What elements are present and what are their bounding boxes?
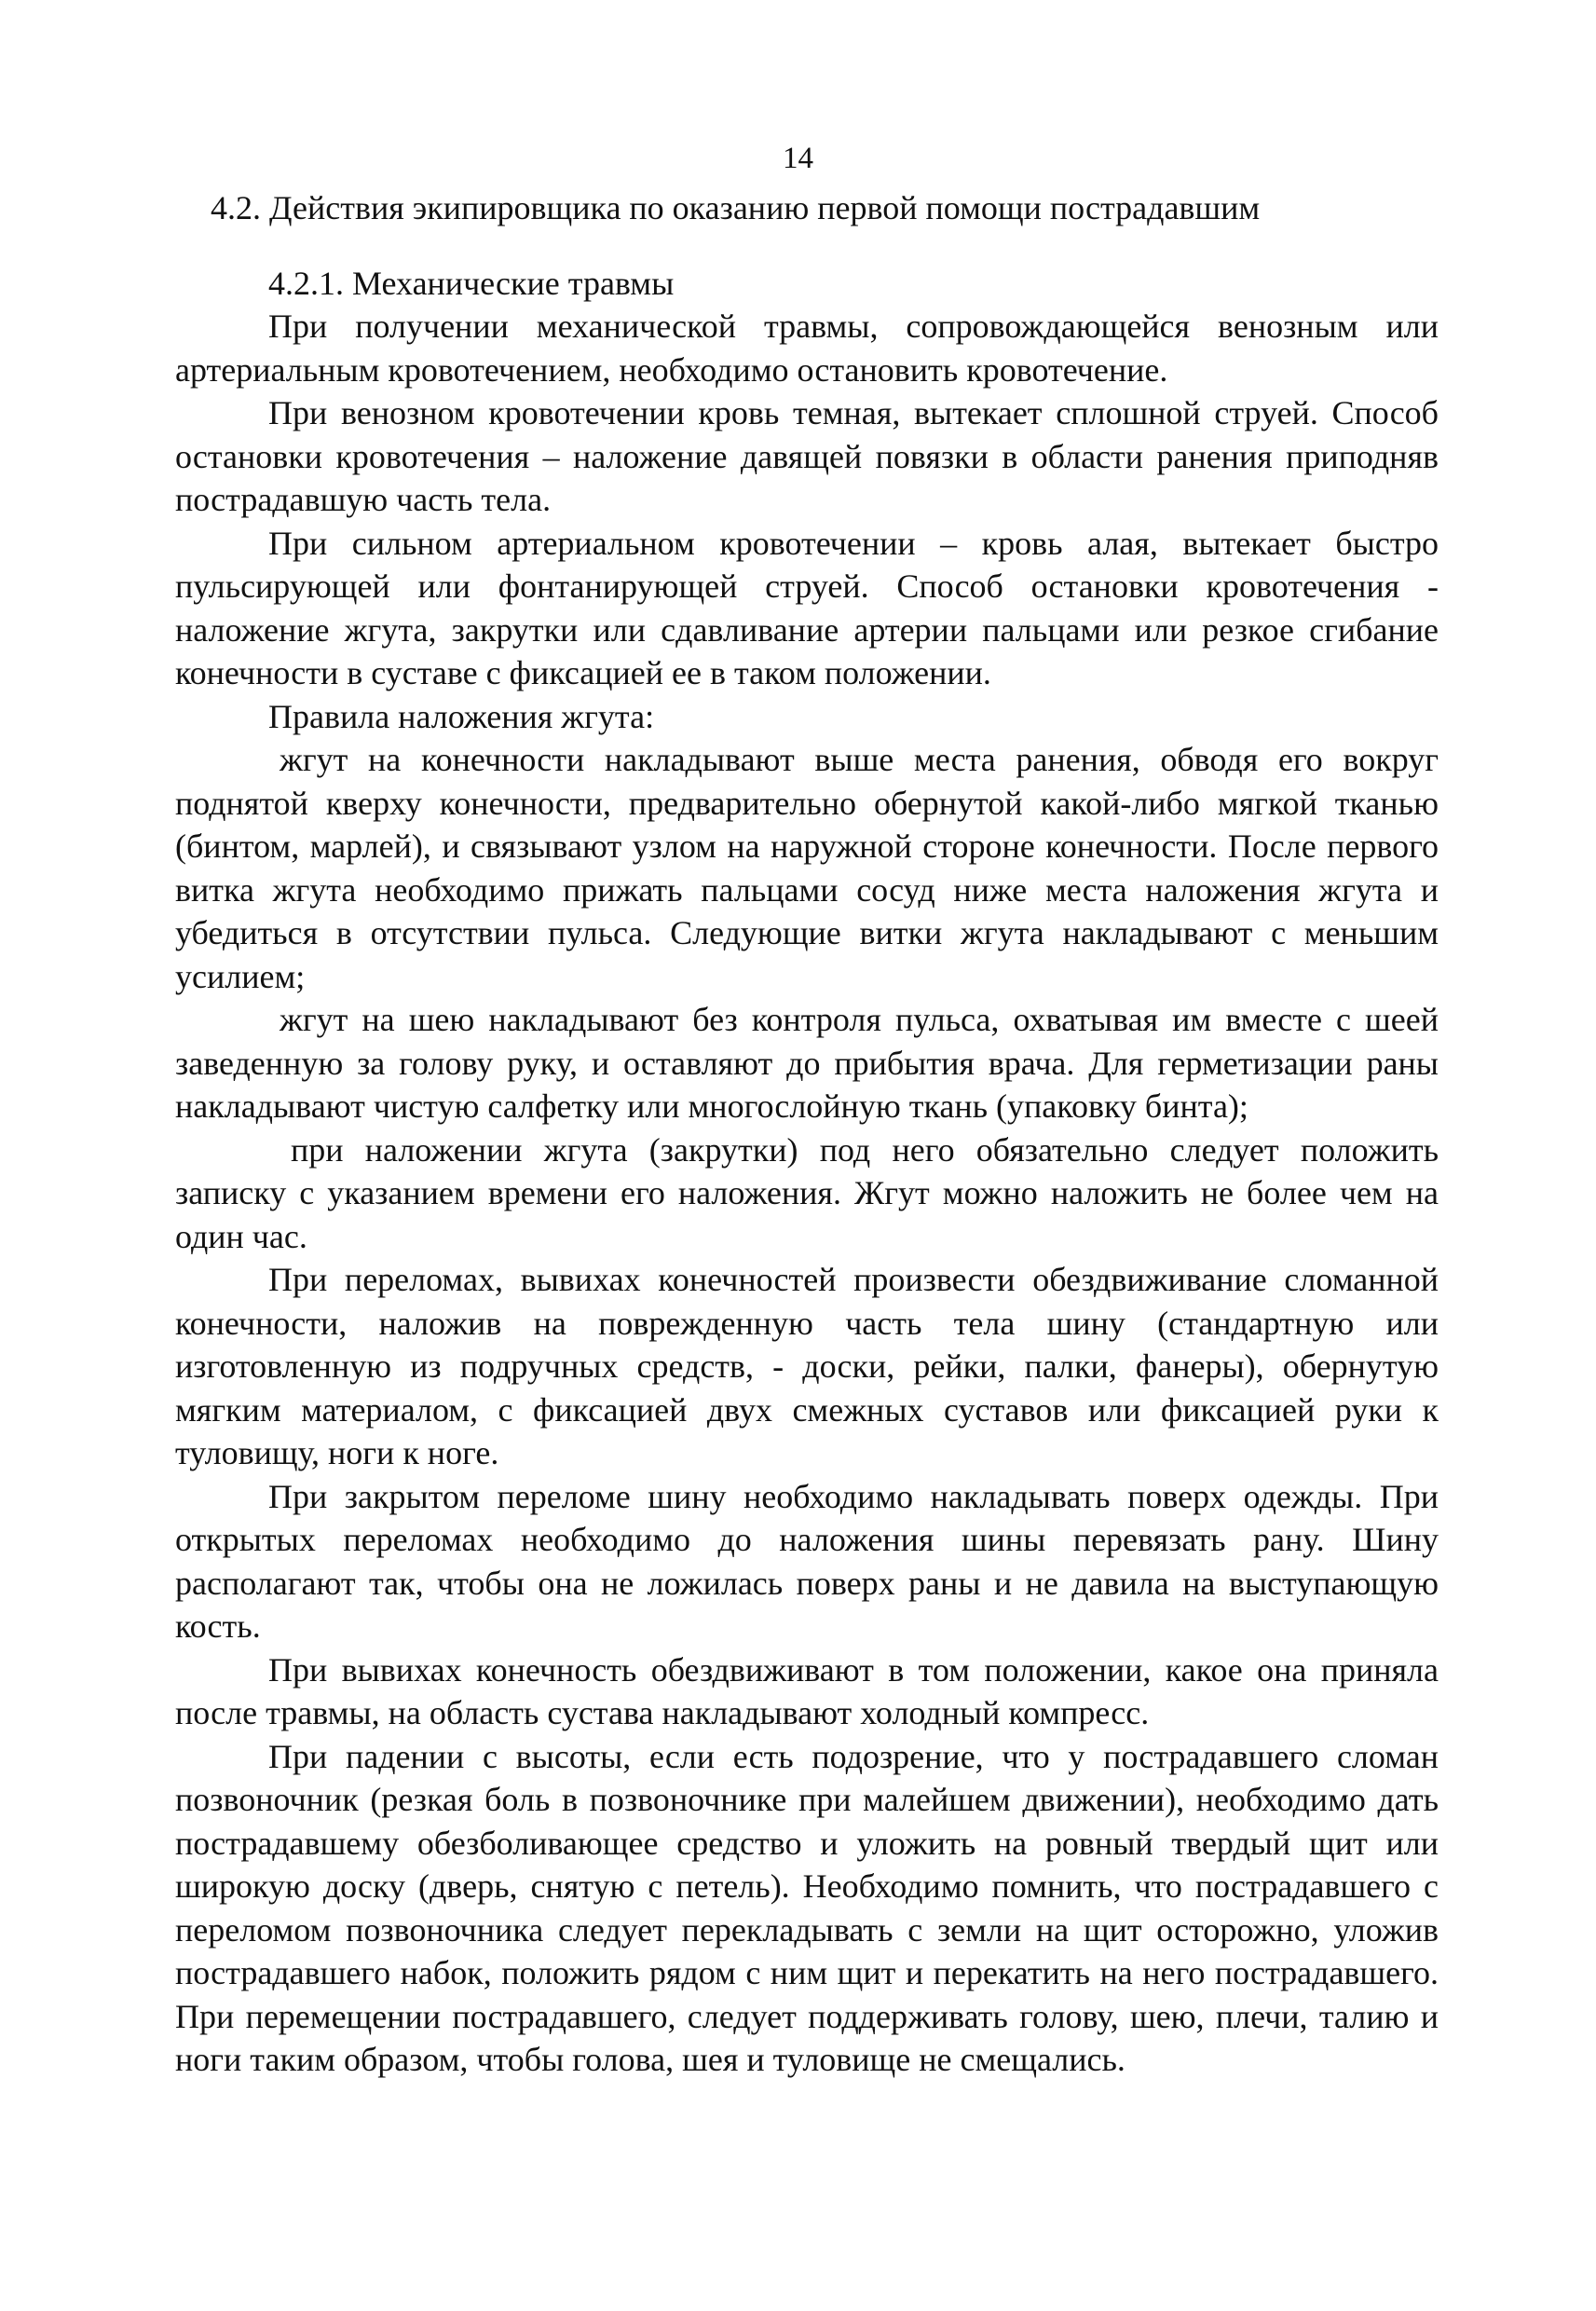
paragraph-tourniquet-limb: жгут на конечности накладывают выше места ранения, обводя его вокруг поднятой кверху конечности, предварительно обернутой какой-либо мягкой тканью (бинтом, марлей), и связывают узлом на наружной стороне конечности. После первого витка жгута необходимо прижать пальцами сосуд ниже места наложения жгута и убедиться в отсутствии пульса. Следующие витки жгута накладывают с меньшим усилием; bbox=[175, 741, 1439, 995]
paragraph-tourniquet-note: при наложении жгута (закрутки) под него обязательно следует положить записку с указанием времени его наложения. Жгут можно наложить не более чем на один час. bbox=[175, 1130, 1439, 1255]
paragraph-venous-bleeding: При венозном кровотечении кровь темная, вытекает сплошной струей. Способ остановки кровотечения – наложение давящей повязки в области ранения приподняв пострадавшую часть тела. bbox=[175, 394, 1439, 518]
paragraph-closed-open-fracture: При закрытом переломе шину необходимо накладывать поверх одежды. При открытых переломах необходимо до наложения шины перевязать рану. Шину располагают так, чтобы она не ложилась поверх раны и не давила на выступающую кость. bbox=[175, 1477, 1439, 1645]
paragraph-spine-injury: При падении с высоты, если есть подозрение, что у пострадавшего сломан позвоночник (резкая боль в позвоночнике при малейшем движении), необходимо дать пострадавшему обезболивающее средство и уложить на ровный твердый щит или широкую доску (дверь, снятую с петель). Необходимо помнить, что пострадавшего с переломом позвоночника следует перекладывать с земли на щит осторожно, уложив пострадавшего набок, положить рядом с ним щит и перекатить на него пострадавшего. При перемещении пострадавшего, следует поддерживать голову, шею, плечи, талию и ноги таким образом, чтобы голова, шея и туловище не смещались. bbox=[175, 1737, 1439, 2078]
paragraph-dislocations: При вывихах конечность обездвиживают в том положении, какое она приняла после травмы, на область сустава накладывают холодный компресс. bbox=[175, 1650, 1439, 1731]
page-content bbox=[175, 186, 1439, 2082]
paragraph-tourniquet-neck: жгут на шею накладывают без контроля пульса, охватывая им вместе с шеей заведенную за голову руку, и оставляют до прибытия врача. Для герметизации раны накладывают чистую салфетку или многослойную ткань (упаковку бинта); bbox=[175, 1001, 1439, 1125]
section-title: 4.2. Действия экипировщика по оказанию первой помощи пострадавшим bbox=[211, 189, 1261, 226]
paragraph-mechanical-injury: При получении механической травмы, сопровождающейся венозным или артериальным кровотечением, необходимо остановить кровотечение. bbox=[175, 308, 1439, 389]
paragraph-tourniquet-rules-heading: Правила наложения жгута: bbox=[268, 697, 655, 735]
subsection-title: 4.2.1. Механические травмы bbox=[268, 264, 675, 302]
paragraph-fractures-dislocations: При переломах, вывихах конечностей произвести обездвиживание сломанной конечности, наложив на поврежденную часть тела шину (стандартную или изготовленную из подручных средств, - доски, рейки, палки, фанеры), обернутую мягким материалом, с фиксацией двух смежных суставов или фиксацией руки к туловищу, ноги к ноге. bbox=[175, 1261, 1439, 1471]
paragraph-arterial-bleeding: При сильном артериальном кровотечении – кровь алая, вытекает быстро пульсирующей или фонтанирующей струей. Способ остановки кровотечения - наложение жгута, закрутки или сдавливание артерии пальцами или резкое сгибание конечности в суставе с фиксацией ее в таком положении. bbox=[175, 524, 1439, 691]
body-text bbox=[175, 305, 1439, 2082]
page-number: 14 bbox=[783, 142, 813, 175]
